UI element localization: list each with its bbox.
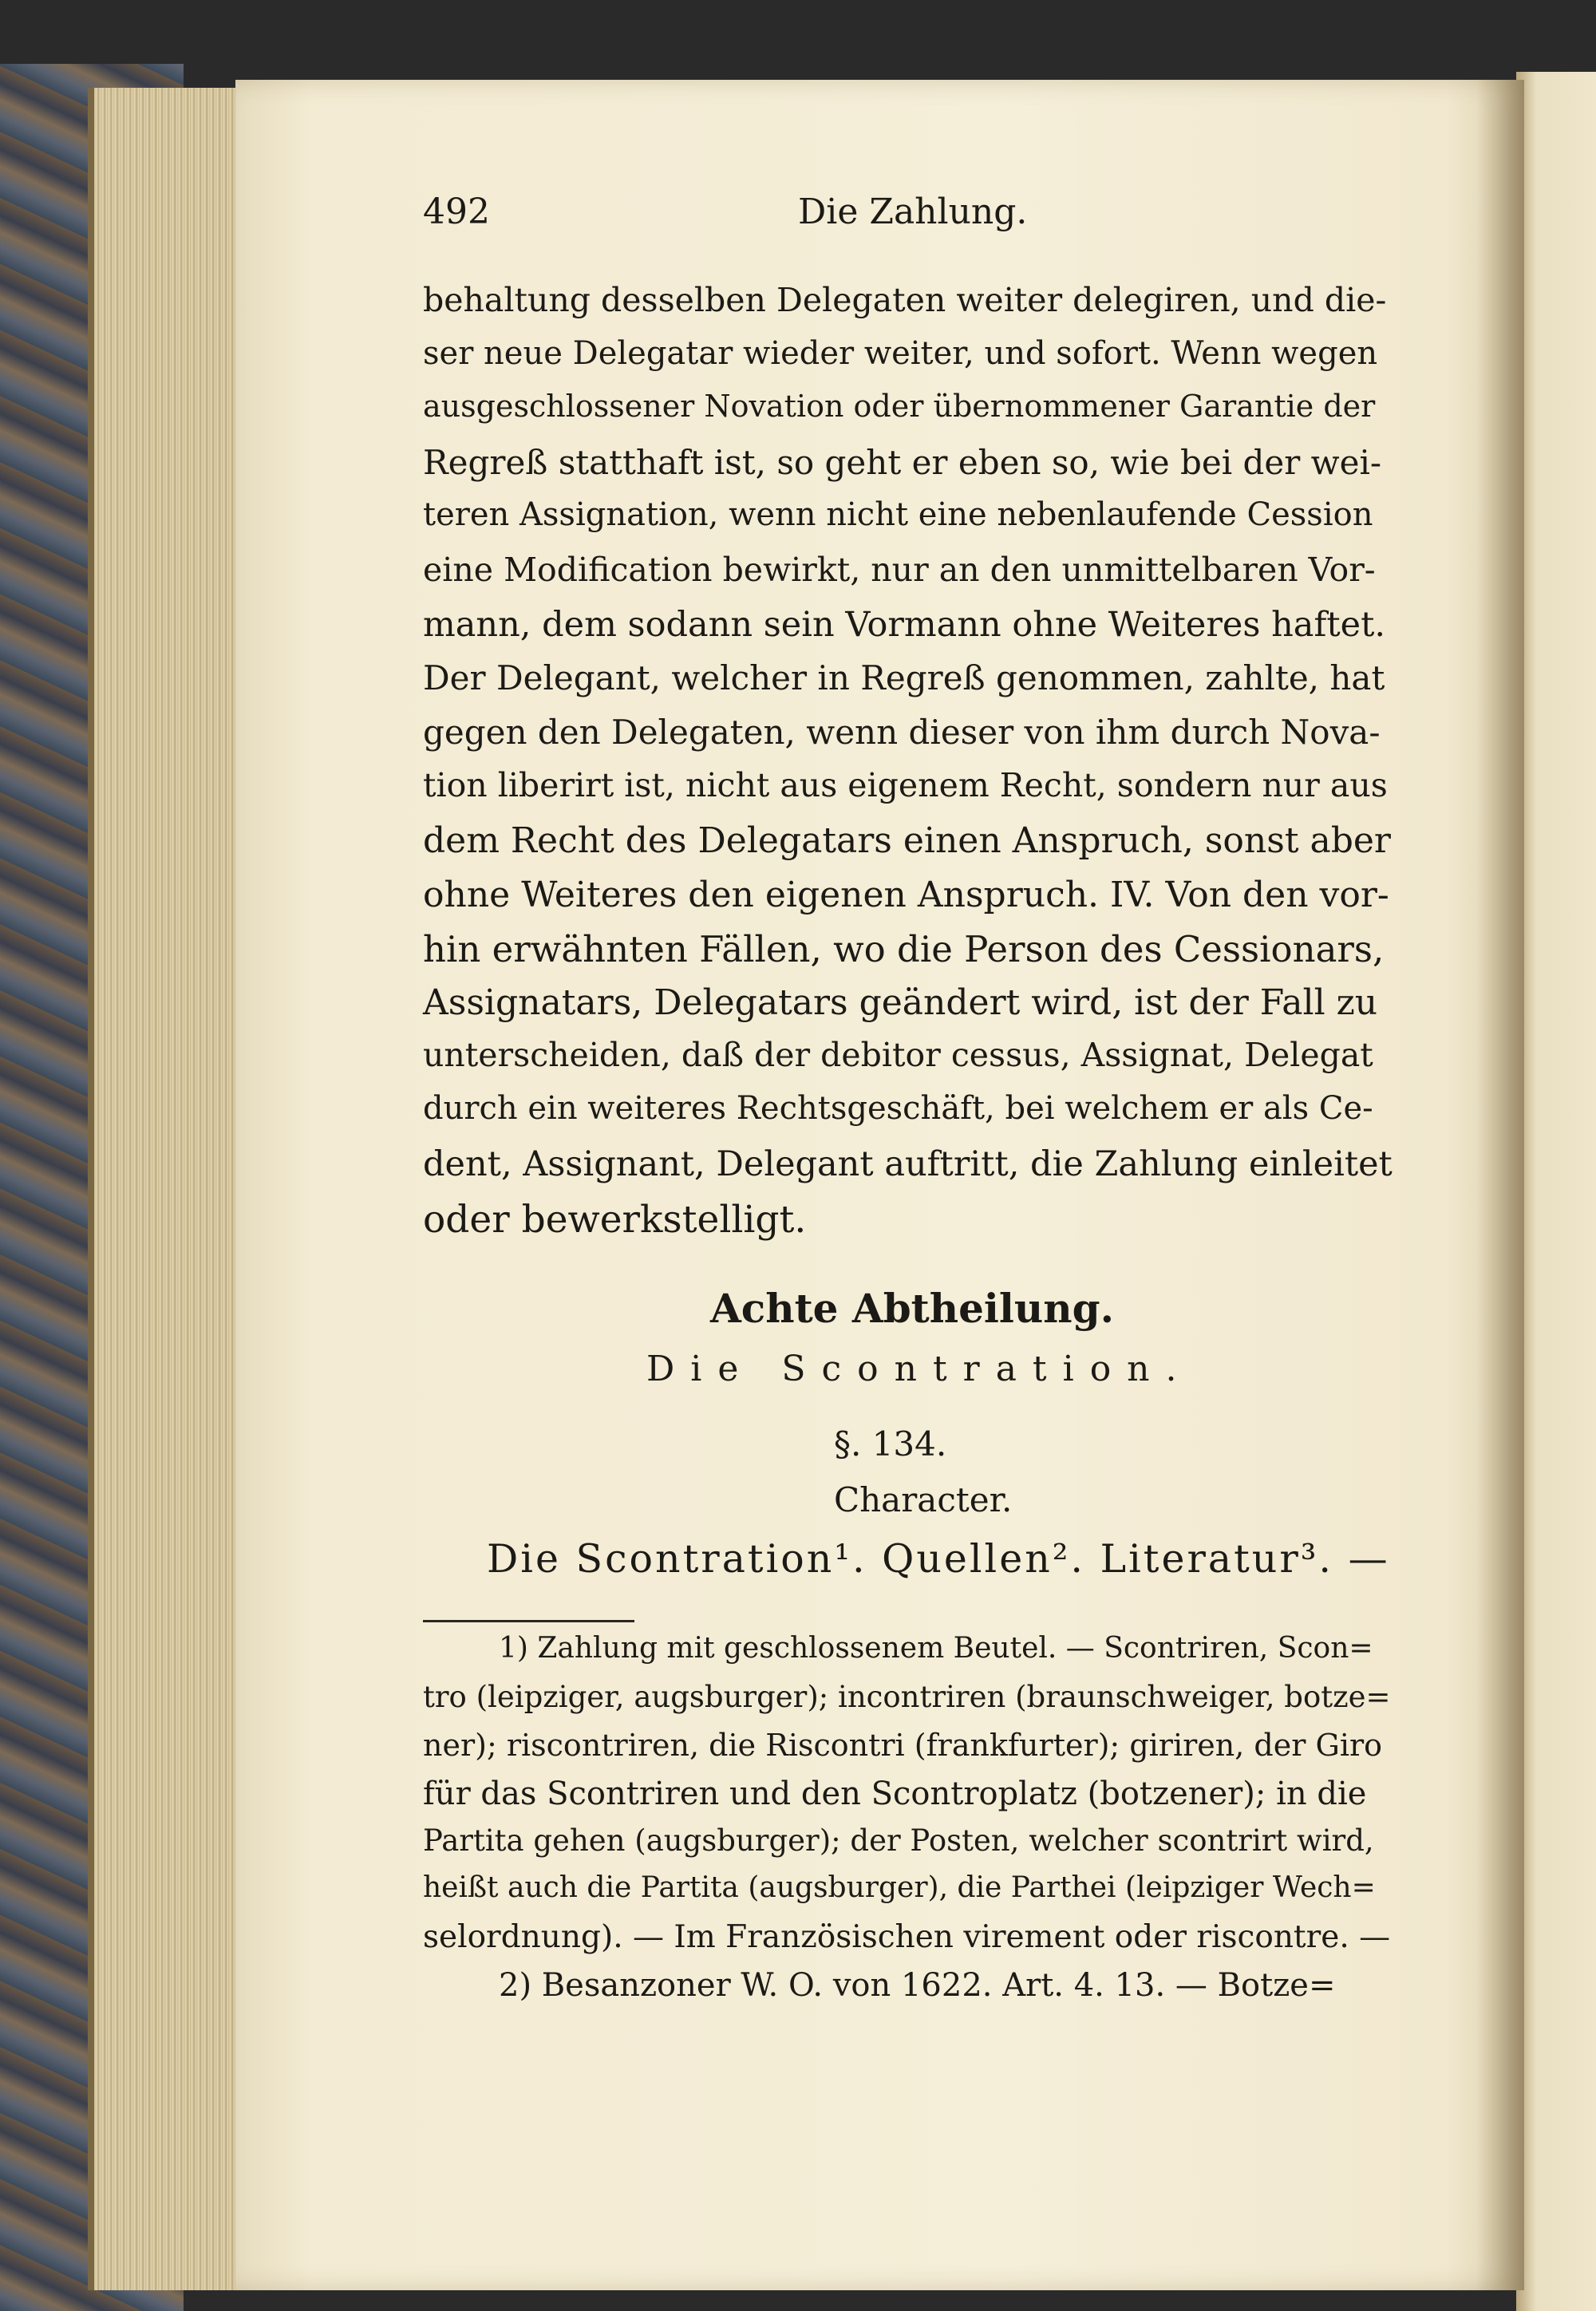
body-line: ohne Weiteres den eigenen Anspruch. IV. Von den vor- [423, 875, 1389, 915]
page-number: 492 [423, 192, 490, 232]
body-line: durch ein weiteres Rechtsgeschäft, bei welchem er als Ce- [423, 1090, 1373, 1127]
body-line: gegen den Delegaten, wenn dieser von ihm durch Nova- [423, 713, 1381, 752]
body-line: Der Delegant, welcher in Regreß genommen, zahlte, hat [423, 658, 1385, 697]
footnote-line: Partita gehen (augsburger); der Posten, welcher scontrirt wird, [423, 1823, 1374, 1858]
body-line: dent, Assignant, Delegant auftritt, die Zahlung einleitet [423, 1144, 1393, 1184]
body-line: tion liberirt ist, nicht aus eigenem Recht, sondern nur aus [423, 766, 1388, 804]
body-line: eine Modification bewirkt, nur an den unmittelbaren Vor- [423, 551, 1376, 589]
body-line: ser neue Delegatar wieder weiter, und sofort. Wenn wegen [423, 335, 1378, 372]
division-subtitle: Die Scontration. [646, 1349, 1193, 1389]
footnote-line: 2) Besanzoner W. O. von 1622. Art. 4. 13. — Botze= [499, 1967, 1336, 2004]
body-line: teren Assignation, wenn nicht eine nebenlaufende Cession [423, 496, 1373, 533]
body-line: Assignatars, Delegatars geändert wird, ist der Fall zu [423, 982, 1378, 1023]
body-line: behaltung desselben Delegaten weiter delegiren, und die- [423, 281, 1387, 319]
footnote-line: selordnung). — Im Französischen virement oder riscontre. — [423, 1919, 1391, 1955]
body-line: unterscheiden, daß der debitor cessus, Assignat, Delegat [423, 1036, 1373, 1074]
body-line: oder bewerkstelligt. [423, 1198, 807, 1242]
footnote-rule [423, 1620, 634, 1622]
page-block-edge [88, 88, 246, 2290]
division-heading: Achte Abtheilung. [710, 1285, 1114, 1332]
footnote-line: heißt auch die Partita (augsburger), die Parthei (leipziger Wech= [423, 1871, 1376, 1904]
gutter-shadow [1476, 80, 1524, 2290]
body-line: Regreß statthaft ist, so geht er eben so, wie bei der wei- [423, 443, 1382, 482]
facing-page-edge [1516, 72, 1596, 2311]
footnote-line: 1) Zahlung mit geschlossenem Beutel. — Scontriren, Scon= [499, 1632, 1373, 1665]
body-line: hin erwähnten Fällen, wo die Person des Cessionars, [423, 928, 1385, 970]
section-lead: Die Scontration¹. Quellen². Literatur³. — [487, 1536, 1390, 1582]
paragraph-title: Character. [834, 1480, 1013, 1519]
paragraph-number: §. 134. [834, 1424, 947, 1464]
body-line: ausgeschlossener Novation oder übernommener Garantie der [423, 389, 1376, 424]
body-line: mann, dem sodann sein Vormann ohne Weiteres haftet. [423, 605, 1386, 645]
footnote-line: ner); riscontriren, die Riscontri (frankfurter); giriren, der Giro [423, 1728, 1383, 1763]
running-title: Die Zahlung. [798, 192, 1028, 232]
body-line: dem Recht des Delegatars einen Anspruch, sonst aber [423, 820, 1391, 861]
footnote-line: für das Scontriren und den Scontroplatz (botzener); in die [423, 1776, 1367, 1812]
footnote-line: tro (leipziger, augsburger); incontriren (braunschweiger, botze= [423, 1680, 1391, 1714]
